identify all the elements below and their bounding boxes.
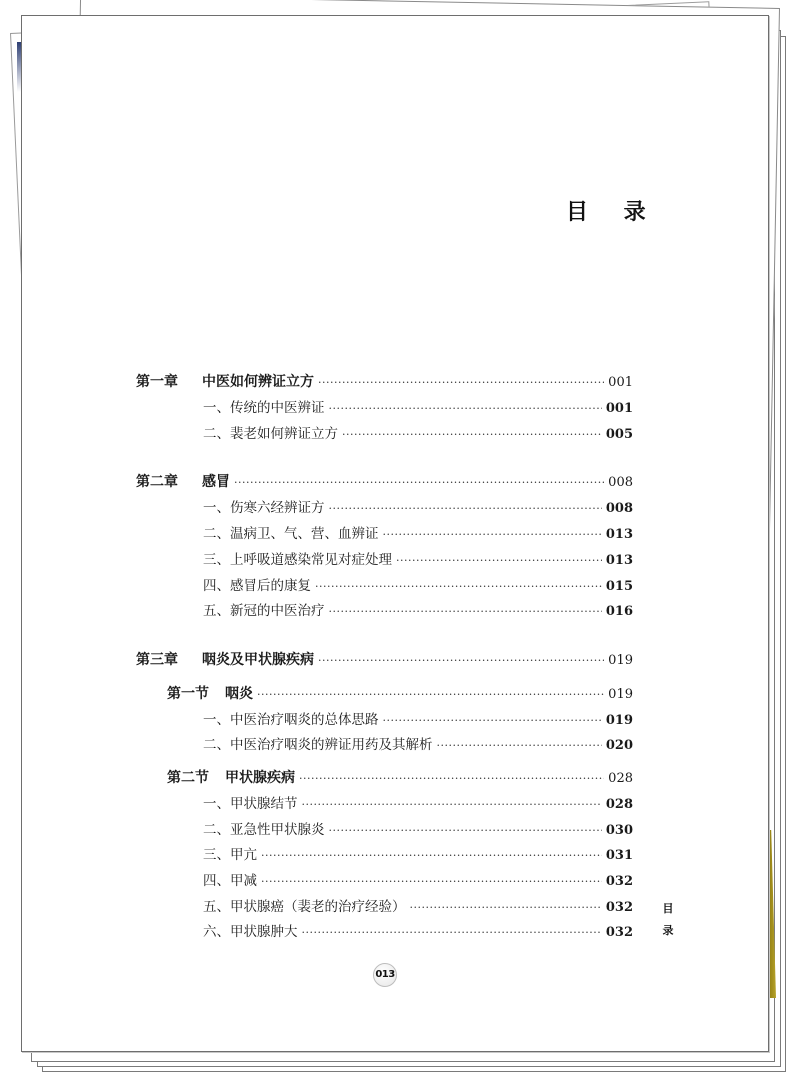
page-ref: 008	[605, 501, 633, 516]
toc-item[interactable]	[203, 821, 633, 840]
page-ref: 028	[605, 797, 633, 812]
dot-leader	[261, 873, 602, 891]
item-title: 二、温病卫、气、营、血辨证	[203, 526, 379, 542]
page-ref: 019	[605, 713, 633, 728]
dot-leader	[342, 426, 602, 444]
toc-item[interactable]	[203, 923, 633, 942]
section-number: 第一节	[167, 686, 209, 702]
dot-leader	[396, 552, 602, 570]
toc-item[interactable]	[203, 898, 633, 917]
item-title: 五、甲状腺癌（裴老的治疗经验）	[203, 899, 406, 915]
toc-label	[136, 473, 230, 491]
dot-leader	[302, 796, 602, 814]
dot-leader	[261, 847, 602, 865]
toc-label	[136, 373, 314, 391]
toc-item[interactable]	[203, 736, 633, 755]
page-ref: 008	[608, 475, 633, 490]
toc-section[interactable]	[167, 685, 633, 704]
section-title: 咽炎	[225, 686, 253, 702]
toc-label	[167, 769, 295, 787]
item-title: 四、甲减	[203, 873, 257, 889]
item-title: 二、亚急性甲状腺炎	[203, 822, 325, 838]
item-title: 四、感冒后的康复	[203, 578, 311, 594]
toc-label	[136, 651, 314, 669]
toc-item[interactable]	[203, 551, 633, 570]
page-ref: 005	[605, 427, 633, 442]
section-title: 甲状腺疾病	[225, 770, 295, 786]
page-ref: 016	[605, 604, 633, 619]
side-tab-label	[660, 898, 676, 942]
item-title: 一、传统的中医辨证	[203, 400, 325, 416]
page-ref: 032	[605, 900, 633, 915]
item-title: 六、甲状腺肿大	[203, 924, 298, 940]
dot-leader	[257, 686, 604, 704]
dot-leader	[302, 924, 602, 942]
toc-item[interactable]	[203, 602, 633, 621]
page-number-badge: 013	[373, 963, 397, 987]
dot-leader	[329, 500, 602, 518]
toc-section[interactable]	[167, 769, 633, 788]
dot-leader	[329, 822, 602, 840]
page-title: 目 录	[566, 200, 660, 225]
page-ref: 031	[605, 848, 633, 863]
dot-leader	[299, 770, 604, 788]
item-title: 一、中医治疗咽炎的总体思路	[203, 712, 379, 728]
page-ref: 013	[605, 553, 633, 568]
chapter-number: 第三章	[136, 652, 178, 668]
toc-item[interactable]	[203, 399, 633, 418]
dot-leader	[437, 737, 602, 755]
dot-leader	[315, 578, 602, 596]
page-ref: 019	[608, 687, 633, 702]
dot-leader	[329, 400, 602, 418]
toc-item[interactable]	[203, 425, 633, 444]
chapter-number: 第二章	[136, 474, 178, 490]
page-ref: 001	[608, 375, 633, 390]
page-ref: 019	[608, 653, 633, 668]
item-title: 三、上呼吸道感染常见对症处理	[203, 552, 392, 568]
page-ref: 015	[605, 579, 633, 594]
toc-item[interactable]	[203, 846, 633, 865]
dot-leader	[383, 712, 602, 730]
toc-item[interactable]	[203, 525, 633, 544]
page-ref: 013	[605, 527, 633, 542]
dot-leader	[234, 474, 604, 492]
dot-leader	[410, 899, 602, 917]
toc-label	[167, 685, 253, 703]
dot-leader	[318, 374, 604, 392]
item-title: 一、甲状腺结节	[203, 796, 298, 812]
toc-item[interactable]	[203, 711, 633, 730]
side-tab-char: 录	[662, 924, 674, 937]
chapter-number: 第一章	[136, 374, 178, 390]
item-title: 二、中医治疗咽炎的辨证用药及其解析	[203, 737, 433, 753]
page-ref: 028	[608, 771, 633, 786]
toc-item[interactable]	[203, 499, 633, 518]
page-ref: 001	[605, 401, 633, 416]
chapter-title: 中医如何辨证立方	[202, 374, 314, 390]
dot-leader	[329, 603, 602, 621]
item-title: 三、甲亢	[203, 847, 257, 863]
item-title: 五、新冠的中医治疗	[203, 603, 325, 619]
item-title: 二、裴老如何辨证立方	[203, 426, 338, 442]
chapter-title: 感冒	[202, 474, 230, 490]
page-ref: 032	[605, 874, 633, 889]
toc-item[interactable]	[203, 795, 633, 814]
dot-leader	[318, 652, 604, 670]
section-number: 第二节	[167, 770, 209, 786]
page-ref: 032	[605, 925, 633, 940]
toc-item[interactable]	[203, 577, 633, 596]
toc-chapter[interactable]	[136, 651, 633, 670]
page-ref: 020	[605, 738, 633, 753]
toc-chapter[interactable]	[136, 373, 633, 392]
toc-chapter[interactable]	[136, 473, 633, 492]
item-title: 一、伤寒六经辨证方	[203, 500, 325, 516]
chapter-title: 咽炎及甲状腺疾病	[202, 652, 314, 668]
page-ref: 030	[605, 823, 633, 838]
toc-item[interactable]	[203, 872, 633, 891]
dot-leader	[383, 526, 602, 544]
side-tab-char: 目	[662, 902, 674, 915]
